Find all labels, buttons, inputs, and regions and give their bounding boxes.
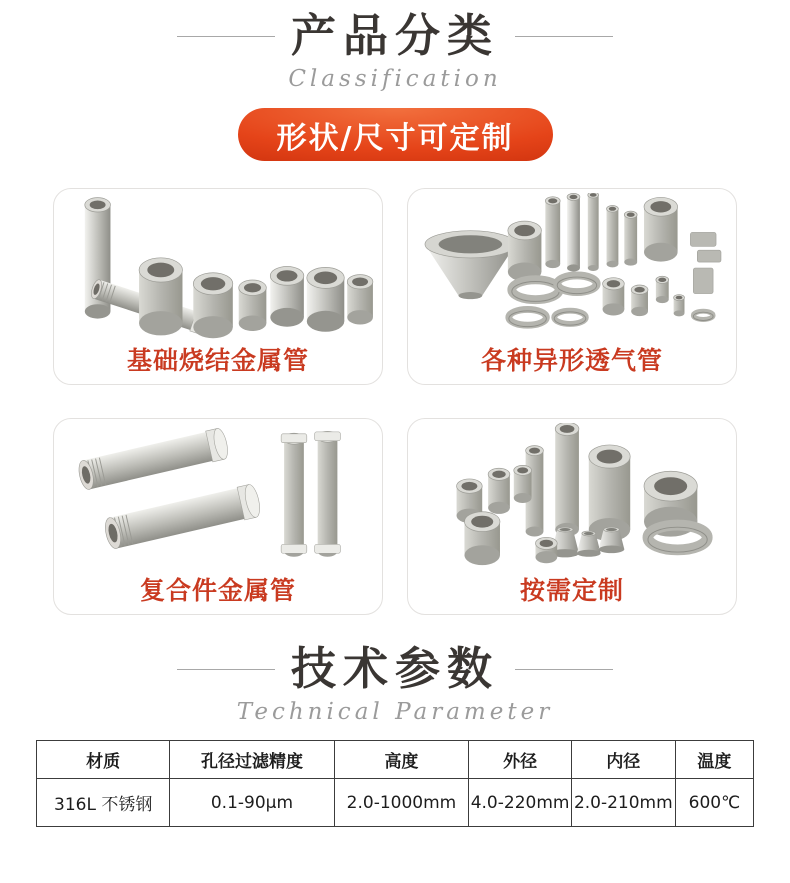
specs-table-wrapper: [36, 740, 754, 827]
shaped-vent-tubes-photo: [408, 193, 736, 341]
specs-value-pore-precision: 0.1-90μm: [170, 779, 334, 827]
title-divider-left: [177, 669, 275, 670]
product-card-basic-sintered-tubes: [53, 188, 383, 385]
title-divider-right: [515, 36, 613, 37]
products-section-header: [0, 10, 790, 62]
product-card-label: 各种异形透气管: [480, 346, 663, 375]
specs-header-row: [37, 741, 754, 779]
specs-col-outer-diameter: 外径: [469, 741, 572, 779]
product-card-composite-tubes: [53, 418, 383, 615]
products-section-title: 产品分类: [290, 9, 499, 62]
specs-value-outer-diameter: 4.0-220mm: [469, 779, 572, 827]
specs-col-material: 材质: [37, 741, 170, 779]
product-card-label: 基础烧结金属管: [126, 346, 309, 375]
products-section-subtitle: Classification: [288, 66, 502, 92]
specs-section-subtitle: Technical Parameter: [236, 699, 554, 725]
basic-sintered-tubes-photo: [54, 193, 382, 341]
title-divider-left: [177, 36, 275, 37]
specs-section-title: 技术参数: [290, 642, 499, 695]
specs-value-inner-diameter: 2.0-210mm: [571, 779, 675, 827]
customization-badge: 形状/尺寸可定制: [238, 108, 553, 161]
product-grid: [53, 188, 737, 615]
specs-table: [36, 740, 754, 827]
specs-value-row: [37, 779, 754, 827]
specs-col-temperature: 温度: [675, 741, 753, 779]
product-card-custom: [407, 418, 737, 615]
specs-section-header: [0, 643, 790, 695]
specs-col-height: 高度: [334, 741, 469, 779]
specs-section: [0, 643, 790, 827]
composite-tubes-photo: [54, 423, 382, 571]
custom-products-photo: [408, 423, 736, 571]
title-divider-right: [515, 669, 613, 670]
specs-value-height: 2.0-1000mm: [334, 779, 469, 827]
specs-col-inner-diameter: 内径: [571, 741, 675, 779]
specs-col-pore-precision: 孔径过滤精度: [170, 741, 334, 779]
specs-value-material: 316L 不锈钢: [37, 779, 170, 827]
specs-value-temperature: 600℃: [675, 779, 753, 827]
product-card-label: 复合件金属管: [139, 576, 296, 605]
product-card-label: 按需定制: [519, 576, 624, 605]
product-card-shaped-vent-tubes: [407, 188, 737, 385]
